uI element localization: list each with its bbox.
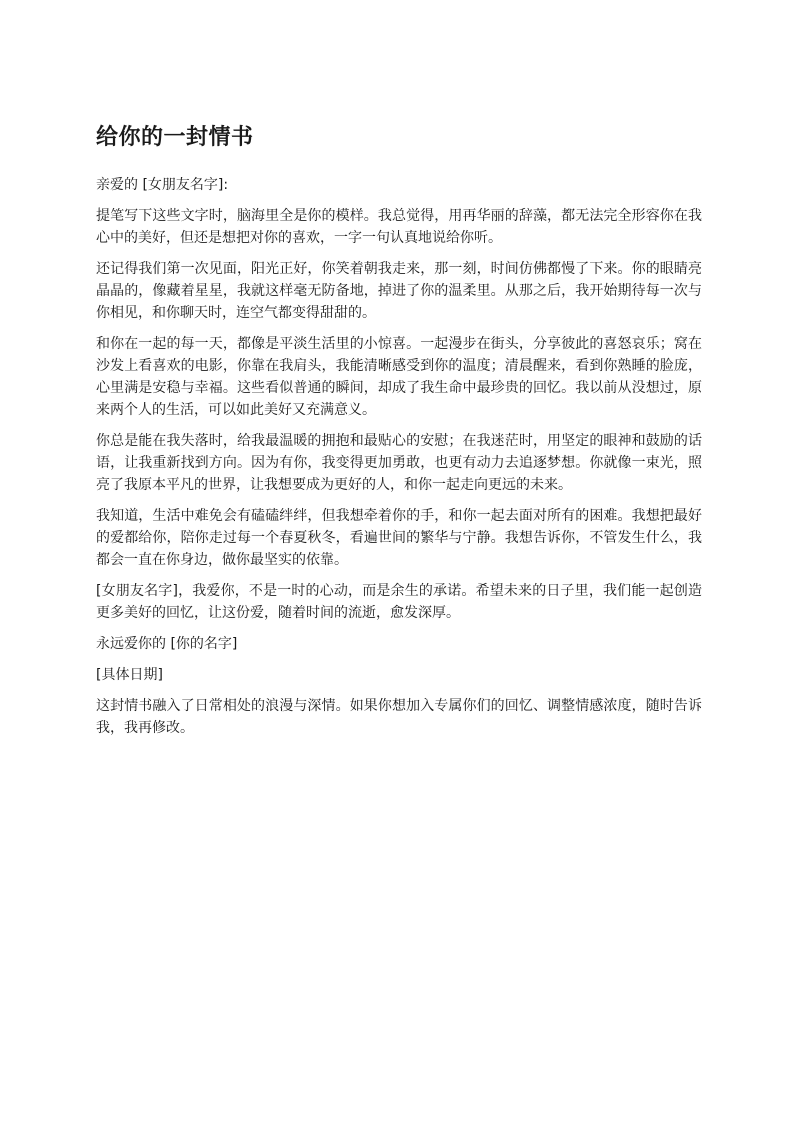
paragraph-daily-life: 和你在一起的每一天，都像是平淡生活里的小惊喜。一起漫步在街头，分享彼此的喜怒哀乐；窝在沙发上看喜欢的电影，你靠在我肩头，我能清晰感受到你的温度；清晨醒来，看到你熟睡的脸庞，心里满是安稳与幸福。这些看似普通的瞬间，却成了我生命中最珍贵的回忆。我以前从没想过，原来两个人的生活，可以如此美好又充满意义。 xyxy=(96,336,702,418)
paragraph-promise: 我知道，生活中难免会有磕磕绊绊，但我想牵着你的手，和你一起去面对所有的困难。我想把最好的爱都给你，陪你走过每一个春夏秋冬，看遍世间的繁华与宁静。我想告诉你，不管发生什么，我都会一直在你身边，做你最坚实的依靠。 xyxy=(96,508,702,568)
document-title: 给你的一封情书 xyxy=(96,125,254,150)
closing-note: 这封情书融入了日常相处的浪漫与深情。如果你想加入专属你们的回忆、调整情感浓度，随时告诉我，我再修改。 xyxy=(96,698,702,736)
paragraph-support: 你总是能在我失落时，给我最温暖的拥抱和最贴心的安慰；在我迷茫时，用坚定的眼神和鼓励的话语，让我重新找到方向。因为有你，我变得更加勇敢，也更有动力去追逐梦想。你就像一束光，照亮了我原本平凡的世界，让我想要成为更好的人，和你一起走向更远的未来。 xyxy=(96,433,702,493)
salutation: 亲爱的 [女朋友名字]: xyxy=(96,177,229,193)
paragraph-first-meeting: 还记得我们第一次见面，阳光正好，你笑着朝我走来，那一刻，时间仿佛都慢了下来。你的眼睛亮晶晶的，像藏着星星，我就这样毫无防备地，掉进了你的温柔里。从那之后，我开始期待每一次与你相见，和你聊天时，连空气都变得甜甜的。 xyxy=(96,261,702,321)
paragraph-intro: 提笔写下这些文字时，脑海里全是你的模样。我总觉得，用再华丽的辞藻，都无法完全形容你在我心中的美好，但还是想把对你的喜欢，一字一句认真地说给你听。 xyxy=(96,208,702,246)
signature: 永远爱你的 [你的名字] xyxy=(96,636,238,652)
date: [具体日期] xyxy=(96,667,163,683)
paragraph-love: [女朋友名字]，我爱你，不是一时的心动，而是余生的承诺。希望未来的日子里，我们能一起创造更多美好的回忆，让这份爱，随着时间的流逝，愈发深厚。 xyxy=(96,583,702,621)
document-page xyxy=(96,118,702,748)
